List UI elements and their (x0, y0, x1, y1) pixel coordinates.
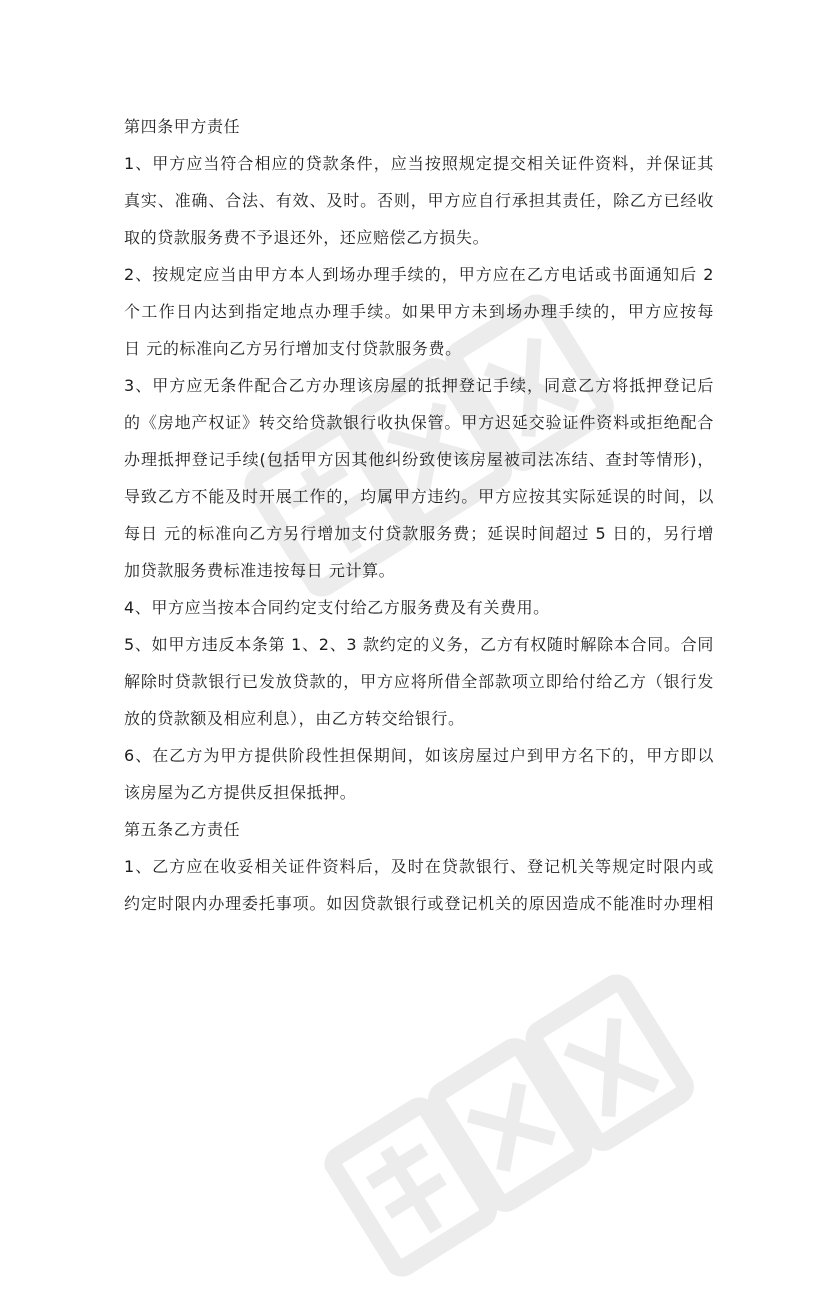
text-line: 放的贷款额及相应利息），由乙方转交给银行。 (124, 709, 465, 728)
text-line: 取的贷款服务费不予退还外，还应赔偿乙方损失。 (124, 228, 490, 247)
text-line: 1、乙方应在收妥相关证件资料后，及时在贷款银行、登记机关等规定时限内或 (124, 857, 714, 876)
document-body (124, 108, 714, 922)
watermark-logo-icon (312, 958, 707, 1293)
text-line: 第五条乙方责任 (124, 820, 241, 839)
text-line: 加贷款服务费标准违按每日 元计算。 (124, 561, 396, 580)
text-line: 2、按规定应当由甲方本人到场办理手续的，甲方应在乙方电话或书面通知后 2 (124, 265, 714, 284)
text-line: 日 元的标准向乙方另行增加支付贷款服务费。 (124, 339, 462, 358)
text-line: 解除时贷款银行已发放贷款的，甲方应将所借全部款项立即给付给乙方（银行发 (124, 672, 714, 691)
text-line: 约定时限内办理委托事项。如因贷款银行或登记机关的原因造成不能准时办理相 (124, 894, 714, 913)
text-line: 的《房地产权证》转交给贷款银行收执保管。甲方迟延交验证件资料或拒绝配合 (124, 413, 714, 432)
text-line: 1、甲方应当符合相应的贷款条件，应当按照规定提交相关证件资料，并保证其 (124, 154, 714, 173)
text-line: 个工作日内达到指定地点办理手续。如果甲方未到场办理手续的，甲方应按每 (124, 302, 714, 321)
text-line: 每日 元的标准向乙方另行增加支付贷款服务费；延误时间超过 5 日的，另行增 (124, 524, 714, 543)
text-line: 4、甲方应当按本合同约定支付给乙方服务费及有关费用。 (124, 598, 550, 617)
text-line: 第四条甲方责任 (124, 117, 241, 136)
text-line: 3、甲方应无条件配合乙方办理该房屋的抵押登记手续，同意乙方将抵押登记后 (124, 376, 714, 395)
text-line: 该房屋为乙方提供反担保抵押。 (124, 783, 357, 802)
text-line: 真实、准确、合法、有效、及时。否则，甲方应自行承担其责任，除乙方已经收 (124, 191, 714, 210)
text-line: 导致乙方不能及时开展工作的，均属甲方违约。甲方应按其实际延误的时间，以 (124, 487, 714, 506)
watermark-logo (312, 958, 707, 1293)
text-line: 办理抵押登记手续(包括甲方因其他纠纷致使该房屋被司法冻结、查封等情形)， (124, 450, 714, 469)
text-line: 6、在乙方为甲方提供阶段性担保期间，如该房屋过户到甲方名下的，甲方即以 (124, 746, 714, 765)
text-line: 5、如甲方违反本条第 1、2、3 款约定的义务，乙方有权随时解除本合同。合同 (124, 635, 714, 654)
